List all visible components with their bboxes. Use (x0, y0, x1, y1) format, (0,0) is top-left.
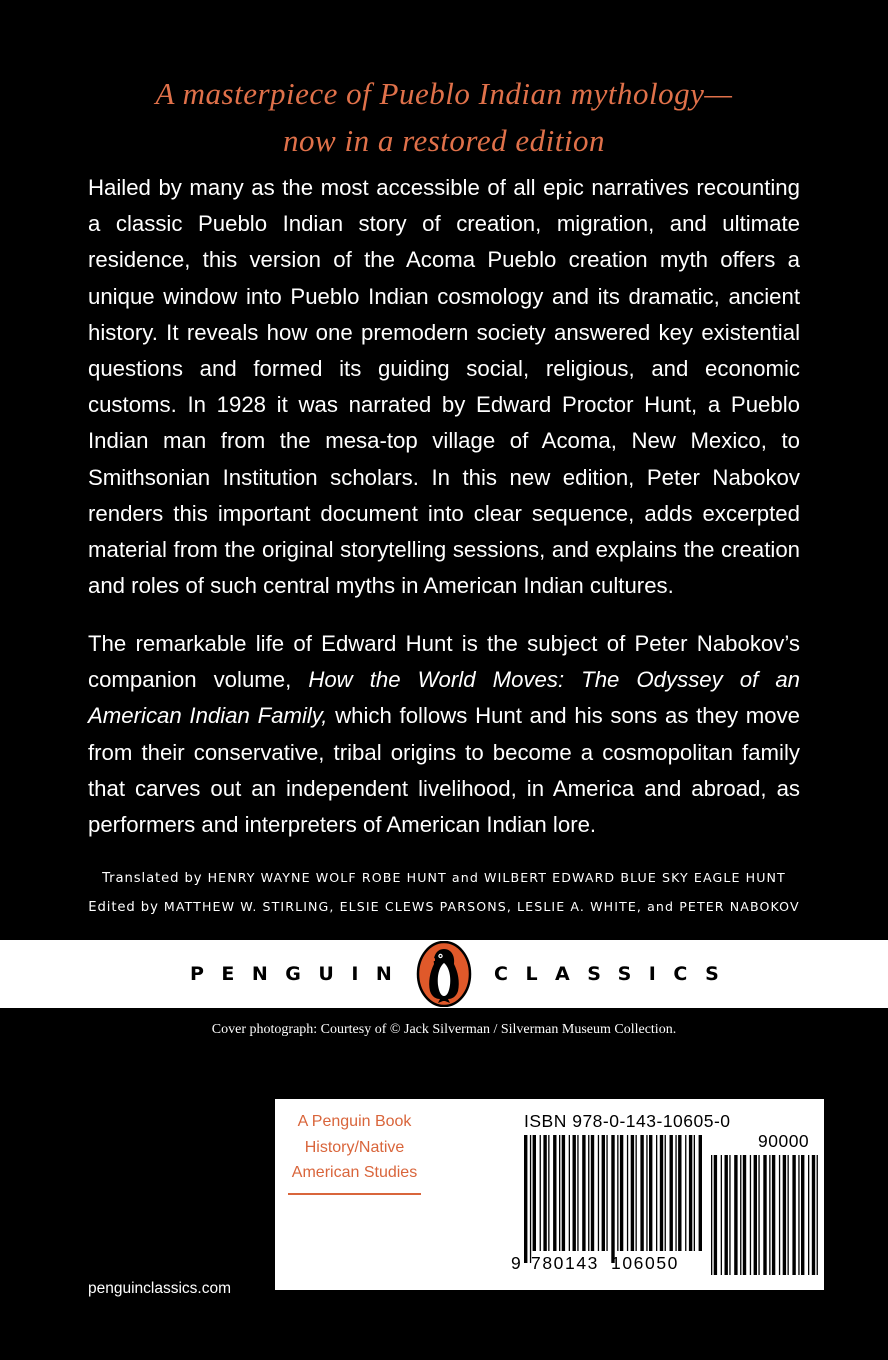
barcode-bar (588, 1135, 589, 1251)
tagline-line-1: A masterpiece of Pueblo Indian mythology— (155, 76, 733, 111)
barcode-bar (689, 1135, 692, 1251)
credits (0, 864, 888, 922)
translators-line (0, 864, 888, 893)
barcode-digits-left: 780143 (531, 1253, 599, 1273)
price-code: 90000 (758, 1131, 810, 1151)
editors-line (0, 893, 888, 922)
barcode-bar (649, 1135, 652, 1251)
barcode-bar (721, 1155, 722, 1275)
barcode-bar (524, 1135, 527, 1263)
barcode-bar (772, 1155, 775, 1275)
barcode-bar (617, 1135, 618, 1251)
barcode-bar (548, 1135, 549, 1251)
barcode-bar (598, 1135, 599, 1251)
paragraph-2-rest: which follows Hunt and his sons as they move from their conservative, tribal origins to become a cosmopolitan family that carves out an independent livelihood, in America and abroad, as performers and interpreters of American Indian lore. (88, 703, 801, 838)
barcode-bar (779, 1155, 780, 1275)
barcode-bar (685, 1135, 686, 1251)
description-paragraph-2 (88, 626, 800, 843)
barcode-bar (750, 1155, 751, 1275)
barcode-bar (769, 1155, 770, 1275)
translated-by-label: Translated by (102, 871, 203, 886)
tagline-line-2: now in a restored edition (283, 123, 605, 158)
category-line-3: American Studies (291, 1164, 418, 1181)
barcode-bar (817, 1155, 818, 1275)
barcode-bar (606, 1135, 607, 1251)
penguin-classics-band (0, 940, 888, 1008)
barcode-bar (559, 1135, 560, 1251)
barcode-bar (792, 1155, 795, 1275)
barcode-bar (602, 1135, 605, 1251)
barcode-bar (675, 1135, 676, 1251)
barcode-bar (582, 1135, 585, 1251)
penguin-logo-icon (416, 941, 472, 1007)
barcode-bar (711, 1155, 712, 1275)
website-link[interactable]: penguinclassics.com (88, 1280, 232, 1297)
barcode-bar (808, 1155, 809, 1275)
barcode-bar (763, 1155, 766, 1275)
barcode-bar (670, 1135, 673, 1251)
barcode-panel (275, 1099, 824, 1290)
photo-credit: Cover photograph: Courtesy of © Jack Silverman / Silverman Museum Collection. (211, 1022, 677, 1037)
barcode-bar (798, 1155, 799, 1275)
barcode-bar (646, 1135, 647, 1251)
barcode-bar (754, 1155, 757, 1275)
barcode-bar (553, 1135, 556, 1251)
barcode-bar (678, 1135, 681, 1251)
barcode-bar (620, 1135, 623, 1251)
brand-word-penguin: PENGUIN (190, 963, 410, 985)
barcode-digit-lead: 9 (511, 1253, 523, 1273)
barcode-bar (783, 1155, 786, 1275)
barcode-bar (573, 1135, 576, 1251)
barcode-bar (743, 1155, 746, 1275)
edited-by-label: Edited by (88, 900, 159, 915)
barcode-bar (694, 1135, 695, 1251)
barcode-bar (665, 1135, 666, 1251)
barcode-bar (699, 1135, 702, 1251)
barcode-bar (729, 1155, 730, 1275)
category-line-2: History/Native (304, 1138, 405, 1156)
brand-word-classics: CLASSICS (494, 963, 737, 985)
barcode-bar (758, 1155, 759, 1275)
barcode-bar (812, 1155, 815, 1275)
barcode-bar (725, 1155, 728, 1275)
description-paragraph-1: Hailed by many as the most accessible of all epic narratives recounting a classic Pueblo Indian story of creation, migration, and ultimate residence, this version of the Acoma Pueblo creation myth offers a unique window into Pueblo Indian cosmology and its dramatic, ancient history. It reveals how one premodern society answered key existential questions and formed its guiding social, religious, and economic customs. In 1928 it was narrated by Edward Proctor Hunt, a Pueblo Indian man from the mesa-top village of Acoma, New Mexico, to Smithsonian Institution scholars. In this new edition, Peter Nabokov renders this important document into clear sequence, adds excerpted material from the original storytelling sessions, and explains the creation and roles of such central myths in American Indian cultures. (88, 175, 800, 599)
barcode-bar (660, 1135, 663, 1251)
barcode-bar (740, 1155, 741, 1275)
paragraph-2-intro: The remarkable life of Edward Hunt is the subject of Peter Nabokov’s companion volume, (88, 631, 800, 693)
companion-book-title: How the World Moves: The Odyssey of an American Indian Family, (88, 667, 800, 729)
barcode-bar (533, 1135, 536, 1251)
barcode-bar (591, 1135, 594, 1251)
barcode-bar (640, 1135, 643, 1251)
barcode-bar (656, 1135, 657, 1251)
translator-names: HENRY WAYNE WOLF ROBE HUNT and WILBERT EDWARD BLUE SKY EAGLE HUNT (207, 870, 786, 885)
barcode-bar (636, 1135, 637, 1251)
barcode-bar (562, 1135, 565, 1251)
barcode-bar (714, 1155, 717, 1275)
barcode-bar (543, 1135, 546, 1251)
barcode-bar (611, 1135, 614, 1263)
tagline (0, 70, 888, 164)
barcode-bar (627, 1135, 628, 1251)
barcode-bar (734, 1155, 737, 1275)
barcode-bar (540, 1135, 541, 1251)
category-line-1: A Penguin Book (297, 1113, 412, 1130)
barcode-bar (577, 1135, 578, 1251)
isbn-number: ISBN 978-0-143-10605-0 (524, 1111, 731, 1131)
barcode-bar (788, 1155, 789, 1275)
barcode-bar (631, 1135, 634, 1251)
barcode-bar (801, 1155, 804, 1275)
editor-names: MATTHEW W. STIRLING, ELSIE CLEWS PARSONS, LESLIE A. WHITE, and PETER NABOKOV (163, 899, 800, 914)
barcode-bar (530, 1135, 531, 1263)
barcode-bar (569, 1135, 570, 1251)
barcode-digits-right: 106050 (611, 1253, 679, 1273)
